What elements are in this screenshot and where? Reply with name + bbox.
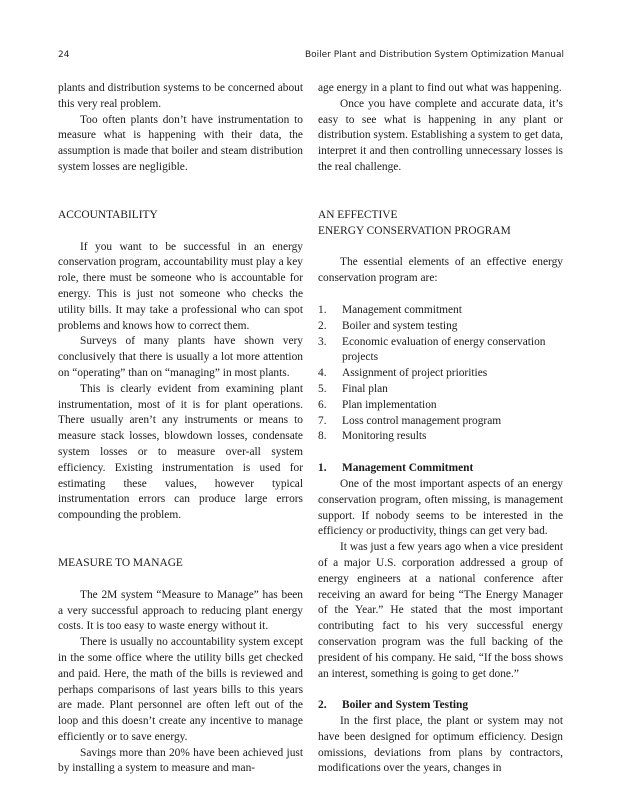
- list-item: [318, 414, 563, 430]
- paragraph: If you want to be successful in an energy conservation program, accountability must play a key role, there must be someone who is accountable for energy. This is just not someone who checks the utility bills. It may take a professional who can spot problems and knows how to correct them.: [58, 240, 303, 332]
- paragraph: It was just a few years ago when a vice president of a major U.S. corporation addressed a group of energy engineers at a national conference after receiving an award for being “The Energy Manager of the Year.” He stated that the most important contributing fact to his very successful energy conservation program was the full backing of the president of his company. He said, “If the boss shows an interest, something is going to get done.”: [318, 541, 563, 680]
- list-item-number: 7.: [318, 414, 327, 427]
- paragraph: plants and distribution systems to be concerned about this very real problem.: [58, 82, 303, 110]
- running-title: Boiler Plant and Distribution System Optimization Manual: [304, 50, 564, 60]
- list-item-number: 4.: [318, 367, 327, 380]
- list-item-text: Plan implementation: [342, 398, 437, 411]
- paragraph: Surveys of many plants have shown very conclusively that there is usually a lot more attention on “operating” than on “managing” in most plants.: [58, 335, 303, 379]
- subsection-heading-boiler-testing: [318, 698, 563, 714]
- list-item: [318, 303, 563, 319]
- section-heading-measure-to-manage: MEASURE TO MANAGE: [58, 556, 183, 569]
- list-item: [318, 382, 563, 398]
- section-heading-effective-2: ENERGY CONSERVATION PROGRAM: [318, 224, 511, 237]
- paragraph: There is usually no accountability system except in the some office where the utility bills get checked and paid. Here, the math of the bills is reviewed and perhaps comparisons of last years bills to this years are made. Plant personnel are often left out of the loop and this doesn’t create any incentive to manage efficiently or to save energy.: [58, 636, 303, 743]
- paragraph: Once you have complete and accurate data, it’s easy to see what is happening in any plant or distribution system. Establishing a system to get data, interpret it and then controlling unnecessary losses is the real challenge.: [318, 97, 563, 173]
- list-item-text: Final plan: [342, 382, 388, 395]
- list-item-number: 3.: [318, 335, 327, 348]
- paragraph: age energy in a plant to find out what was happening.: [318, 82, 562, 94]
- section-heading-effective-1: AN EFFECTIVE: [318, 208, 398, 221]
- list-item: [318, 398, 563, 414]
- list-item-number: 6.: [318, 398, 327, 411]
- list-item-text: Loss control management program: [342, 414, 502, 427]
- list-item-number: 1.: [318, 303, 327, 316]
- subsection-heading-management-commitment: [318, 461, 563, 477]
- list-item: [318, 335, 563, 367]
- section-heading-accountability: ACCOUNTABILITY: [58, 208, 158, 221]
- list-item: [318, 429, 563, 445]
- running-header: [58, 50, 564, 68]
- paragraph: The essential elements of an effective energy conservation program are:: [318, 256, 563, 285]
- paragraph: The 2M system “Measure to Manage” has been a very successful approach to reducing plant energy costs. It is too easy to waste energy without it.: [58, 588, 303, 633]
- subsection-title: Management Commitment: [342, 462, 474, 475]
- list-item-text: Management commitment: [342, 303, 462, 316]
- paragraph: Savings more than 20% have been achieved just by installing a system to measure and man-: [58, 746, 303, 775]
- paragraph: Too often plants don’t have instrumentation to measure what is happening with their data, the assumption is made that boiler and steam distribution system losses are negligible.: [58, 113, 303, 173]
- list-item-number: 2.: [318, 319, 327, 332]
- program-elements-list: [318, 303, 563, 445]
- list-item-text: Assignment of project priorities: [342, 367, 488, 380]
- list-item: [318, 366, 563, 382]
- left-column: [58, 81, 303, 777]
- subsection-title: Boiler and System Testing: [342, 699, 469, 712]
- paragraph: One of the most important aspects of an energy conservation program, often missing, is management support. If nobody seems to be interested in the efficiency or productivity, things can get very bad.: [318, 477, 563, 538]
- list-item-text: Boiler and system testing: [342, 319, 458, 332]
- list-item-text: Economic evaluation of energy conservation projects: [342, 335, 546, 364]
- list-item-text: Monitoring results: [342, 430, 427, 443]
- subsection-number: 1.: [318, 462, 327, 475]
- list-item-number: 8.: [318, 430, 327, 443]
- page-number: 24: [58, 50, 70, 60]
- right-column: [318, 81, 563, 777]
- list-item-number: 5.: [318, 382, 327, 395]
- paragraph: This is clearly evident from examining plant instrumentation, most of it is for plant operations. There usually aren’t any instruments or means to measure stack losses, blowdown losses, condensate system losses or to measure over-all system efficiency. Existing instrumentation is used for estimating these values, however typical instrumentation errors can produce large errors compounding the problem.: [58, 382, 303, 522]
- list-item: [318, 319, 563, 335]
- paragraph: In the first place, the plant or system may not have been designed for optimum efficiency. Design omissions, deviations from plans by contractors, modifications over the years, changes in: [318, 715, 563, 775]
- subsection-number: 2.: [318, 699, 327, 712]
